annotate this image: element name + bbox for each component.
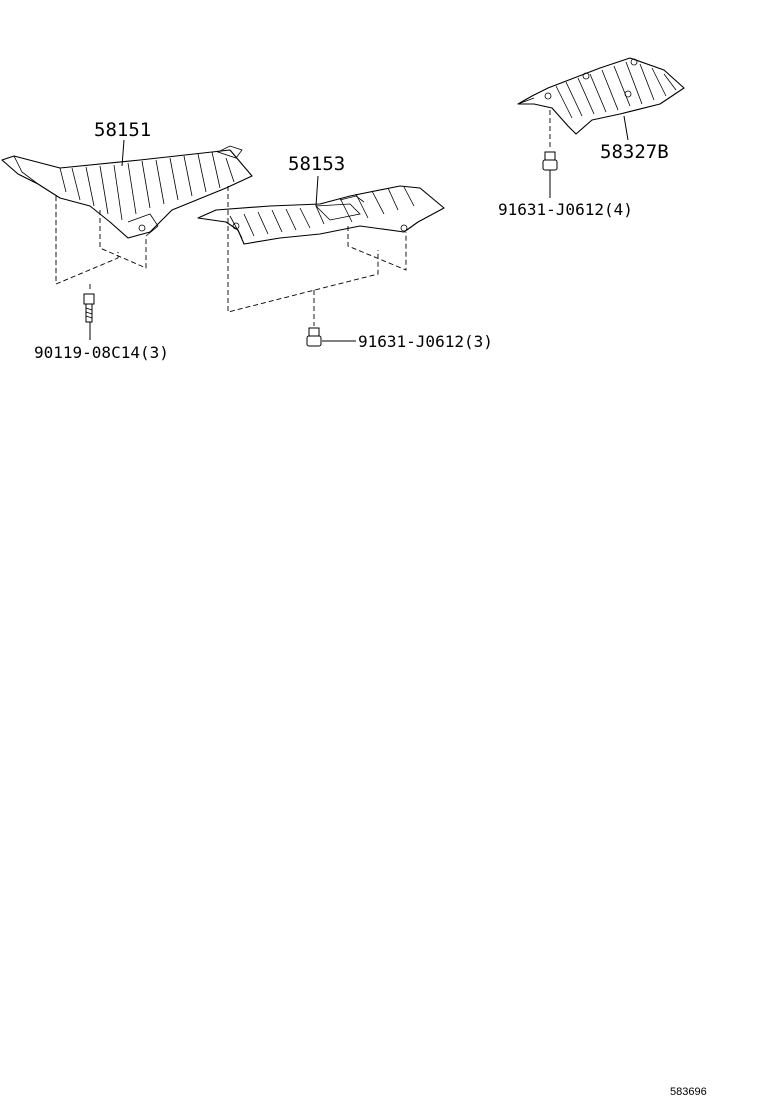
fastener-label-91631-j0612-middle: 91631-J0612(3) xyxy=(358,332,493,351)
bolt-91631-j0612-right[interactable] xyxy=(543,152,557,170)
heat-shield-58153[interactable] xyxy=(198,186,444,244)
fastener-label-91631-j0612-right: 91631-J0612(4) xyxy=(498,200,633,219)
leader-lines xyxy=(90,116,628,341)
fastener-label-90119-08c14: 90119-08C14(3) xyxy=(34,343,169,362)
part-label-58327b: 58327B xyxy=(600,141,669,163)
heat-shield-58327b[interactable] xyxy=(518,58,684,134)
bolt-91631-j0612-middle[interactable] xyxy=(307,328,321,346)
heat-shield-58151[interactable] xyxy=(2,146,252,238)
bolt-90119-08c14[interactable] xyxy=(84,294,94,322)
part-label-58151: 58151 xyxy=(94,119,152,141)
diagram-reference-code: 583696 xyxy=(670,1086,707,1098)
part-label-58153: 58153 xyxy=(288,153,346,175)
